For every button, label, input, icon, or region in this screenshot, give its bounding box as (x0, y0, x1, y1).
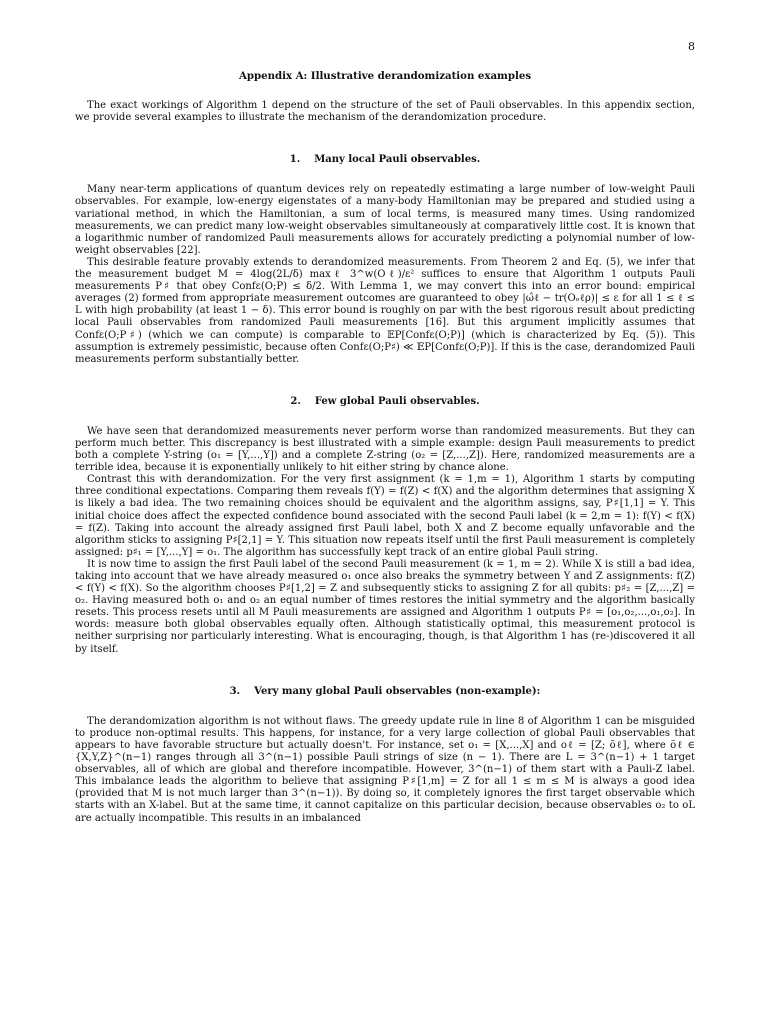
body-column (75, 70, 695, 825)
section-2-paragraph-2: Contrast this with derandomization. For the very first assignment (k = 1,m = 1), Algorithm 1 starts by computing three conditional expectations. Comparing them reveals f(Y) = f(Z) < f(X) and the algorithm determines that assigning X is likely a bad idea. The two remaining choices should be equivalent and the algorithm assigns, say, P♯[1,1] = Y. This initial choice does affect the expected confidence bound associated with the second Pauli label (k = 2,m = 1): f(Y) < f(X) = f(Z). Taking into account the already assigned first Pauli label, both X and Z become equally unfavorable and the algorithm sticks to assigning P♯[2,1] = Y. This situation now repeats itself until the first Pauli measurement is completely assigned: p♯₁ = [Y,...,Y] = o₁. The algorithm has successfully kept track of an entire global Pauli string. (75, 474, 695, 558)
section-number: 1. (289, 154, 301, 166)
section-1-heading (75, 154, 695, 166)
appendix-title: Appendix A: Illustrative derandomization examples (238, 70, 532, 82)
section-title: Very many global Pauli observables (non-example): (254, 685, 541, 697)
section-title: Many local Pauli observables. (314, 154, 481, 166)
section-title: Few global Pauli observables. (314, 395, 480, 407)
page-number: 8 (688, 40, 695, 53)
intro-paragraph: The exact workings of Algorithm 1 depend on the structure of the set of Pauli observables. In this appendix section, we provide several examples to illustrate the mechanism of the derandomization procedure. (75, 100, 695, 124)
section-number: 2. (290, 395, 301, 407)
section-number: 3. (229, 685, 241, 697)
section-2-paragraph-3: It is now time to assign the first Pauli label of the second Pauli measurement (k = 1, m = 2). While X is still a bad idea, taking into account that we have already measured o₁ once also breaks the symmetry between Y and Z assignments: f(Z) < f(Y) < f(X). So the algorithm chooses P♯[1,2] = Z and subsequently sticks to assigning Z for all qubits: p♯₂ = [Z,...,Z] = o₂. Having measured both o₁ and o₂ an equal number of times restores the initial symmetry and the algorithm basically resets. This process resets until all M Pauli measurements are assigned and Algorithm 1 outputs P♯ = [o₁,o₂,...,o₁,o₂]. In words: measure both global observables equally often. Although statistically optimal, this measurement protocol is neither surprising nor particularly interesting. What is encouraging, though, is that Algorithm 1 has (re-)discovered it all by itself. (75, 558, 695, 655)
section-2-paragraph-1: We have seen that derandomized measurements never perform worse than randomized measurements. But they can perform much better. This discrepancy is best illustrated with a simple example: design Pauli measurements to predict both a complete Y-string (o₁ = [Y,...,Y]) and a complete Z-string (o₂ = [Z,...,Z]). Here, randomized measurements are a terrible idea, because it is exponentially unlikely to hit either string by chance alone. (75, 425, 695, 474)
section-3-paragraph-1: The derandomization algorithm is not without flaws. The greedy update rule in line 8 of Algorithm 1 can be misguided to produce non-optimal results. This happens, for instance, for a very large collection of global Pauli observables that appears to have favorable structure but actually doesn't. For instance, set o₁ = [X,...,X] and oℓ = [Z; õℓ], where õℓ ∈ {X,Y,Z}^(n−1) ranges through all 3^(n−1) possible Pauli strings of size (n − 1). There are L = 3^(n−1) + 1 target observables, all of which are global and therefore incompatible. However, 3^(n−1) of them start with a Pauli-Z label. This imbalance leads the algorithm to believe that assigning P♯[1,m] = Z for all 1 ≤ m ≤ M is always a good idea (provided that M is not much larger than 3^(n−1)). By doing so, it completely ignores the first target observable which starts with an X-label. But at the same time, it cannot capitalize on this particular decision, because observables o₂ to oL are actually incompatible. This results in an imbalanced (75, 715, 695, 824)
section-1-paragraph-1: Many near-term applications of quantum devices rely on repeatedly estimating a large number of low-weight Pauli observables. For example, low-energy eigenstates of a many-body Hamiltonian may be prepared and studied using a variational method, in which the Hamiltonian, a sum of local terms, is measured many times. Using randomized measurements, we can predict many low-weight observables simultaneously at comparatively little cost. It is known that a logarithmic number of randomized Pauli measurements allows for accurately predicting a polynomial number of low-weight observables [22]. (75, 184, 695, 256)
section-3-heading (75, 686, 695, 698)
section-1-paragraph-2: This desirable feature provably extends to derandomized measurements. From Theorem 2 and Eq. (5), we infer that the measurement budget M = 4log(2L/δ) maxℓ 3^w(Oℓ)/ε² suffices to ensure that Algorithm 1 outputs Pauli measurements P♯ that obey Confε(O;P) ≤ δ/2. With Lemma 1, we may convert this into an error bound: empirical averages (2) formed from appropriate measurement outcomes are guaranteed to obey |ω̂ℓ − tr(Oₒℓρ)| ≤ ε for all 1 ≤ ℓ ≤ L with high probability (at least 1 − δ). This error bound is roughly on par with the best rigorous result about predicting local Pauli observables from randomized Pauli measurements [16]. But this argument implicitly assumes that Confε(O;P♯) (which we can compute) is comparable to 𝔼P[Confε(O;P)] (which is characterized by Eq. (5)). This assumption is extremely pessimistic, because often Confε(O;P♯) ≪ 𝔼P[Confε(O;P)]. If this is the case, derandomized Pauli measurements perform substantially better. (75, 256, 695, 365)
section-2-heading (75, 396, 695, 408)
